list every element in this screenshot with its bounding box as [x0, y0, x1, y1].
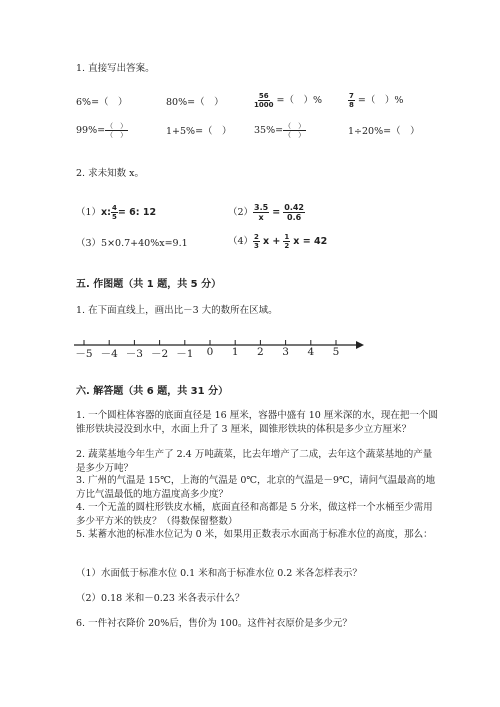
q1-heading: 1. 直接写出答案。: [76, 63, 155, 74]
fraction: $\frac{56}{1000}$: [254, 92, 274, 109]
number-line-label: 2: [257, 346, 264, 358]
equation-3: （3）5×0.7+40%x=9.1: [76, 238, 188, 249]
q2-heading: 2. 求未知数 x。: [76, 168, 144, 179]
number-line-label: －4: [100, 348, 118, 360]
fraction: $\frac{0.42}{0.6}$: [284, 203, 304, 222]
equation-4: （4） $\frac{2}{3}$ x + $\frac{1}{2}$ x = 42: [228, 233, 328, 250]
fraction: $\frac{3.5}{x}$: [254, 203, 269, 222]
problem-5: 5. 某蓄水池的标准水位记为 0 米，如果用正数表示水面高于标准水位的高度，那么：: [76, 529, 433, 540]
problem-6: 6. 一件衬衣降价 20%后，售价为 100。这件衬衣原价是多少元？: [76, 618, 352, 629]
q1-item-6: 1+5%=（ ）: [166, 126, 232, 137]
number-line-label: －3: [125, 348, 143, 360]
fraction: $\frac{7}{8}$: [349, 92, 354, 109]
equation-2: （2） $\frac{3.5}{x}$ = $\frac{0.42}{0.6}$: [228, 203, 304, 222]
fraction: $\frac{( )}{( )}$: [106, 122, 128, 139]
problem-5-part-1: （1）水面低于标准水位 0.1 米和高于标准水位 0.2 米各怎样表示？: [76, 568, 362, 579]
fraction: $\frac{2}{3}$: [254, 233, 259, 250]
number-line-label: 0: [206, 346, 214, 358]
fraction: $\frac{1}{2}$: [284, 233, 290, 250]
problem-1: 1. 一个圆柱体容器的底面直径是 16 厘米，容器中盛有 10 厘米深的水，现在把一个圆锥形铁块浸没到水中，水面上升了 3 厘米，圆锥形铁块的体积是多少立方厘米？: [76, 410, 438, 435]
section-6-title: 六. 解答题（共 6 题，共 31 分）: [76, 386, 229, 397]
section-5-q1: 1. 在下面直线上，画出比－3 大的数所在区域。: [76, 305, 278, 316]
q1-item-2: 80%=（ ）: [166, 97, 224, 108]
fraction: $\frac{( )}{( )}$: [284, 122, 306, 139]
number-line-label: －1: [176, 348, 194, 360]
arrow-head-icon: [356, 341, 364, 349]
q1-item-8: 1÷20%=（ ）: [348, 126, 420, 137]
section-5-title: 五. 作图题（共 1 题，共 5 分）: [76, 279, 222, 290]
number-line-label: －5: [75, 348, 93, 360]
number-line-label: 4: [307, 346, 315, 358]
q1-item-7: 35%= $\frac{( )}{( )}$: [254, 122, 306, 139]
problem-3: 3. 广州的气温是 15℃，上海的气温是 0℃，北京的气温是－9℃，请问气温最高的地方比气温最低的地方温度高多少度？: [76, 475, 436, 500]
number-line-label: 3: [282, 346, 289, 358]
q1-item-1: 6%=（ ）: [76, 97, 128, 108]
q1-item-5: 99%= $\frac{( )}{( )}$: [76, 122, 128, 139]
problem-5-part-2: （2）0.18 米和－0.23 米各表示什么？: [76, 593, 245, 604]
q1-item-4: $\frac{7}{8}$ =（ ）%: [349, 92, 404, 109]
equation-1: （1）x: $\frac{4}{5}$ = 6: 12: [76, 204, 157, 221]
problem-4: 4. 一个无盖的圆柱形铁皮水桶，底面直径和高都是 5 分米，做这样一个水桶至少需用多少平方米的铁皮？（得数保留整数）: [76, 502, 433, 527]
number-line-label: －2: [151, 348, 169, 360]
q1-item-3: $\frac{56}{1000}$ =（ ）%: [254, 92, 323, 109]
number-line-label: 1: [231, 346, 239, 358]
number-line-label: 5: [332, 346, 340, 358]
fraction: $\frac{4}{5}$: [111, 204, 117, 221]
problem-2: 2. 蔬菜基地今年生产了 2.4 万吨蔬菜，比去年增产了二成，去年这个蔬菜基地的产量是多少万吨？: [76, 449, 433, 474]
